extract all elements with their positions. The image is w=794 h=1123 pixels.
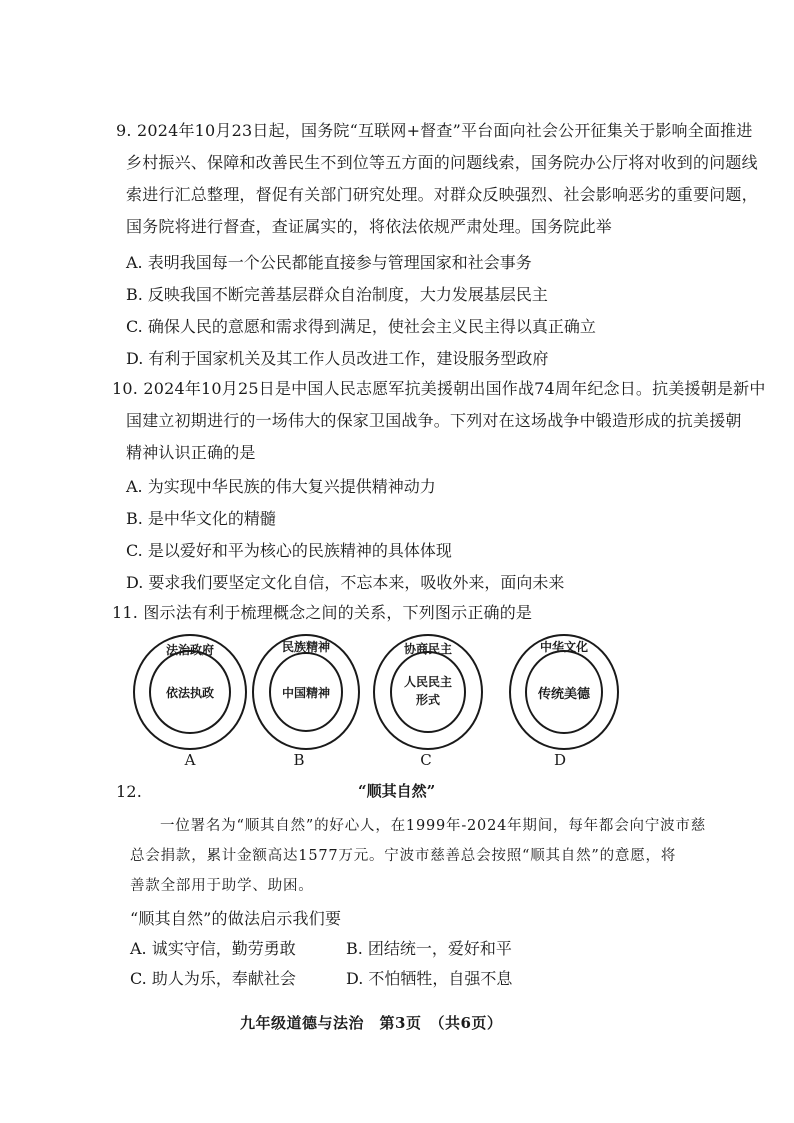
diagram-b-outer-label: 民族精神 bbox=[281, 640, 330, 654]
q11-stem: 11. 图示法有利于梳理概念之间的关系，下列图示正确的是 bbox=[112, 603, 533, 622]
q12-material-title: “顺其自然” bbox=[358, 782, 436, 800]
q10-option-c: C. 是以爱好和平为核心的民族精神的具体体现 bbox=[126, 541, 452, 560]
diagram-c-inner-label-line-1: 人民民主 bbox=[403, 675, 452, 689]
page-footer: 九年级道德与法治 第3页 （共6页） bbox=[240, 1014, 503, 1032]
diagram-a-outer-label: 法治政府 bbox=[165, 643, 214, 657]
q10-stem-line-2: 国建立初期进行的一场伟大的保家卫国战争。下列对在这场战争中锻造形成的抗美援朝 bbox=[126, 411, 742, 430]
diagram-d-outer-label: 中华文化 bbox=[539, 640, 588, 654]
q9-option-b: B. 反映我国不断完善基层群众自治制度，大力发展基层民主 bbox=[126, 285, 548, 304]
q10-option-a: A. 为实现中华民族的伟大复兴提供精神动力 bbox=[126, 477, 436, 496]
q12-number: 12. bbox=[116, 782, 143, 801]
q9-stem-line-1: 9. 2024年10月23日起，国务院“互联网+督查”平台面向社会公开征集关于影响全面推进 bbox=[116, 121, 753, 140]
diagram-c-inner-label-line-2: 形式 bbox=[415, 693, 440, 707]
diagram-d-letter: D bbox=[553, 751, 567, 769]
q9-stem-line-4: 国务院将进行督查，查证属实的，将依法依规严肃处理。国务院此举 bbox=[126, 217, 613, 236]
diagram-a-letter: A bbox=[184, 751, 196, 769]
diagram-b-letter: B bbox=[293, 751, 305, 769]
q12-option-d: D. 不怕牺牲，自强不息 bbox=[346, 969, 513, 988]
q9-stem-line-2: 乡村振兴、保障和改善民生不到位等五方面的问题线索，国务院办公厅将对收到的问题线 bbox=[126, 153, 758, 172]
q12-material-line-2: 总会捐款，累计金额高达1577万元。宁波市慈善总会按照“顺其自然”的意愿，将 bbox=[130, 848, 677, 864]
q9-stem-line-3: 索进行汇总整理，督促有关部门研究处理。对群众反映强烈、社会影响恶劣的重要问题， bbox=[126, 185, 758, 204]
q10-option-d: D. 要求我们要坚定文化自信，不忘本来，吸收外来，面向未来 bbox=[126, 573, 565, 592]
q12-option-b: B. 团结统一，爱好和平 bbox=[346, 939, 512, 958]
diagram-c-letter: C bbox=[420, 751, 432, 769]
q9-option-d: D. 有利于国家机关及其工作人员改进工作，建设服务型政府 bbox=[126, 349, 549, 368]
diagram-c-outer-label: 协商民主 bbox=[403, 642, 452, 656]
diagram-d-inner-label: 传统美德 bbox=[537, 687, 590, 702]
q9-option-c: C. 确保人民的意愿和需求得到满足，使社会主义民主得以真正确立 bbox=[126, 317, 596, 336]
q10-stem-line-3: 精神认识正确的是 bbox=[126, 443, 256, 462]
q10-option-b: B. 是中华文化的精髓 bbox=[126, 509, 276, 528]
diagram-b-inner-label: 中国精神 bbox=[281, 686, 330, 700]
q12-option-a: A. 诚实守信，勤劳勇敢 bbox=[130, 939, 296, 958]
q12-material-line-3: 善款全部用于助学、助困。 bbox=[130, 878, 314, 894]
q10-stem-line-1: 10. 2024年10月25日是中国人民志愿军抗美援朝出国作战74周年纪念日。抗美援朝是新中 bbox=[112, 379, 766, 398]
q12-option-c: C. 助人为乐，奉献社会 bbox=[130, 969, 296, 988]
diagram-a-inner-label: 依法执政 bbox=[165, 686, 214, 700]
q9-option-a: A. 表明我国每一个公民都能直接参与管理国家和社会事务 bbox=[126, 253, 532, 272]
q12-material-line-1: 一位署名为“顺其自然”的好心人，在1999年-2024年期间，每年都会向宁波市慈 bbox=[160, 818, 707, 834]
q12-stem: “顺其自然”的做法启示我们要 bbox=[130, 909, 342, 928]
